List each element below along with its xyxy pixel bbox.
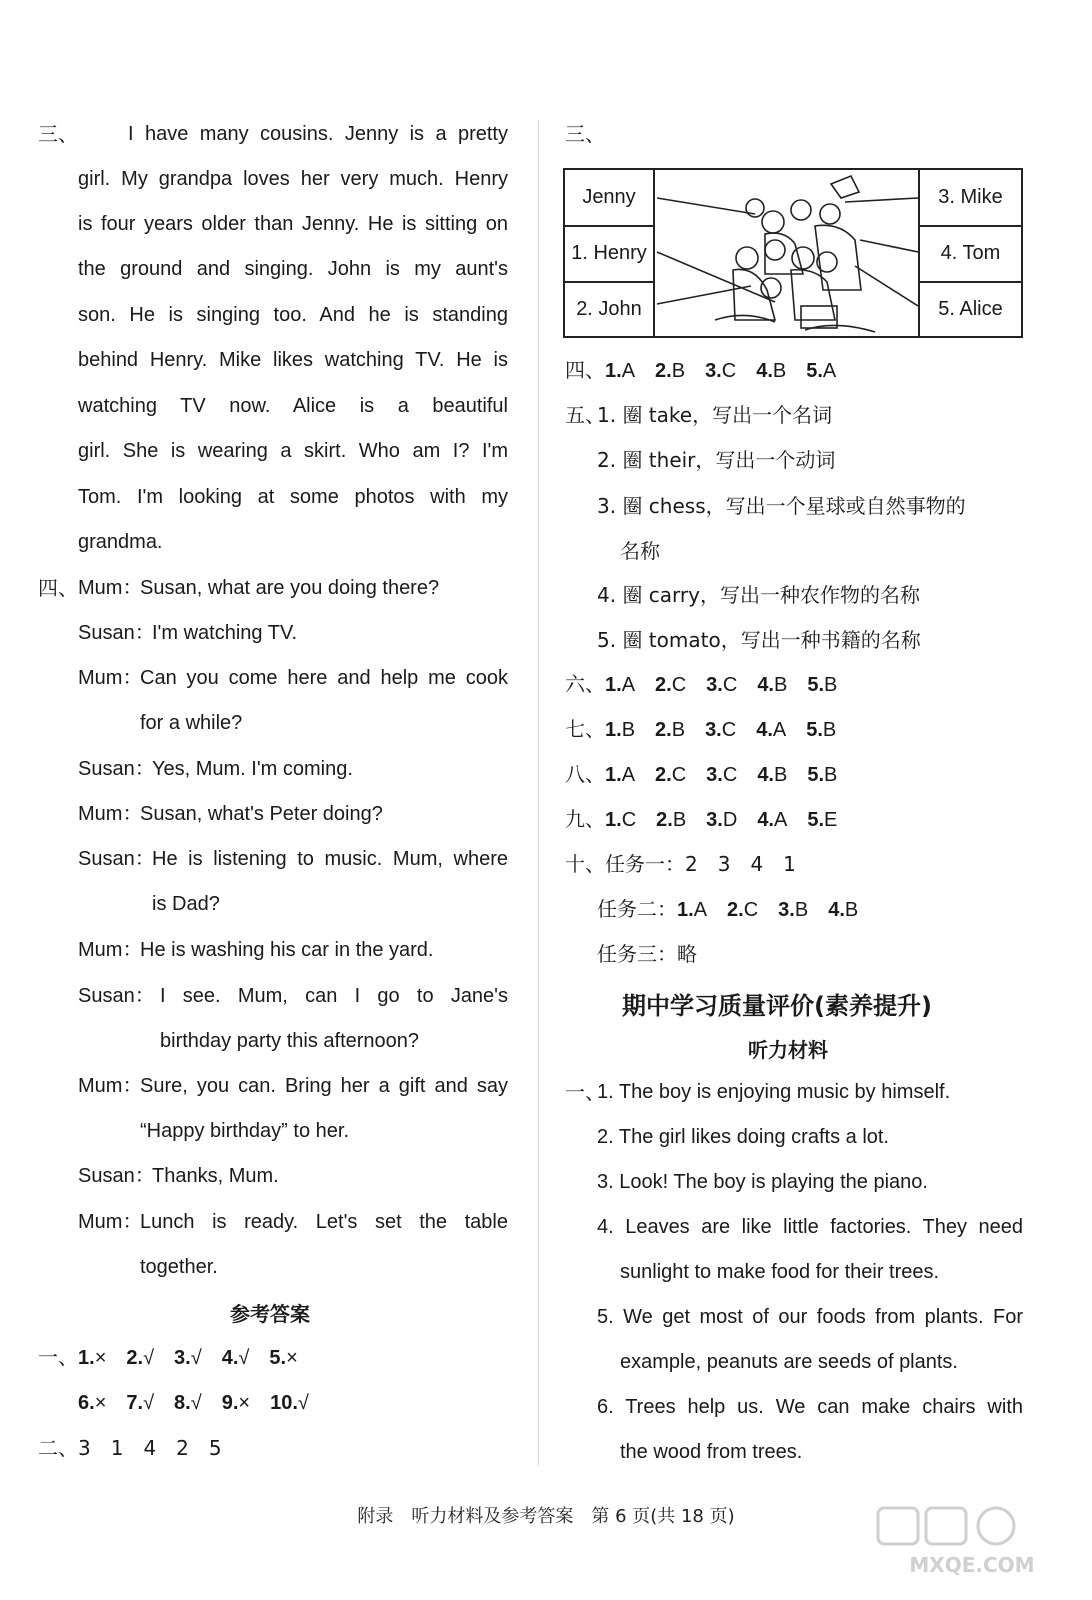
answer-num: 4. (757, 764, 774, 786)
dialogue-line: Can you come here and help me cook (140, 667, 508, 689)
answer-letter: B (824, 764, 838, 786)
answer-num: 1. (605, 674, 622, 696)
section-label: 四、 (565, 358, 605, 382)
answer-letter: B (774, 674, 788, 696)
answer-mark: √ (190, 1392, 202, 1414)
task-label: 任务二： (597, 897, 677, 921)
dialogue-speaker: Mum： (78, 577, 143, 599)
section-5-item: 1. 圈 take，写出一个名词 (597, 403, 833, 427)
person-head (746, 199, 764, 217)
dialogue-line: Thanks, Mum. (152, 1165, 279, 1187)
answer-num: 4. (757, 674, 774, 696)
dialogue-speaker: Mum： (78, 1211, 143, 1233)
answer-num: 2. (656, 809, 673, 831)
dialogue-line: Lunch is ready. Let's set the table (140, 1211, 508, 1233)
answer-letter: C (621, 809, 637, 831)
answer-mark: × (238, 1392, 251, 1414)
answer-letter: E (824, 809, 838, 831)
answer-num: 9. (221, 1392, 239, 1414)
person-body (815, 225, 861, 290)
passage-line: is four years older than Jenny. He is sitting on (78, 213, 508, 235)
match-line (860, 240, 918, 252)
passage-line: son. He is singing too. And he is standing (78, 304, 508, 326)
answer-num: 4. (756, 360, 773, 382)
answer-letter: C (722, 674, 738, 696)
answer-mark: √ (143, 1392, 155, 1414)
answer-num: 3. (705, 360, 722, 382)
answer-num: 1. (78, 1347, 95, 1369)
person-head (765, 240, 785, 260)
watermark-logo (872, 1502, 1072, 1582)
listening-line: sunlight to make food for their trees. (620, 1261, 940, 1283)
answer-num: 2. (655, 719, 672, 741)
section-5-item: 5. 圈 tomato，写出一种书籍的名称 (597, 628, 921, 652)
dialogue-line: I see. Mum, can I go to Jane's (160, 985, 508, 1007)
section-5-label: 五、 (565, 403, 605, 427)
answer-letter: C (722, 764, 738, 786)
match-name-right: 3. Mike (938, 186, 1003, 208)
match-line (657, 286, 751, 304)
section-10-task1 (565, 850, 796, 878)
answer-mark: √ (297, 1392, 309, 1414)
answer-letter: C (721, 719, 737, 741)
dialogue-speaker: Mum： (78, 667, 143, 689)
answer-letter: A (621, 764, 636, 786)
answer-letter: B (774, 764, 788, 786)
listening-section-label: 一、 (565, 1080, 605, 1104)
section-10-task2 (597, 895, 858, 924)
answer-mark: √ (143, 1347, 155, 1369)
answer-num: 8. (174, 1392, 191, 1414)
dialogue-speaker: Mum： (78, 1075, 143, 1097)
section-4-label: 四、 (38, 576, 78, 600)
answer-section-label: 一、 (38, 1345, 78, 1369)
person-head (736, 247, 758, 269)
answer-letter: B (794, 899, 809, 921)
answer-mark: × (94, 1392, 107, 1414)
answer-letter: C (671, 764, 687, 786)
person-head (820, 204, 840, 224)
answer-letter: B (671, 360, 686, 382)
person-head (792, 247, 814, 269)
dialogue-line: together. (140, 1256, 218, 1278)
answers-title: 参考答案 (230, 1302, 310, 1326)
matching-table (563, 168, 1023, 338)
dialogue-speaker: Susan： (78, 758, 155, 780)
listening-line: 6. Trees help us. We can make chairs with (597, 1396, 1023, 1418)
dialogue-line: birthday party this afternoon? (160, 1030, 420, 1052)
passage-line: the ground and singing. John is my aunt's (78, 258, 508, 280)
section-10-task3: 任务三：略 (597, 942, 697, 966)
person-head (791, 200, 811, 220)
section-3-label: 三、 (565, 122, 605, 146)
dialogue-line: Yes, Mum. I'm coming. (152, 758, 353, 780)
match-line (657, 198, 755, 214)
answer-num: 5. (807, 674, 825, 696)
answer-num: 5. (806, 719, 823, 741)
answer-num: 3. (706, 674, 723, 696)
answer-letter: A (772, 719, 787, 741)
answer-num: 2. (727, 899, 744, 921)
answer-num: 1. (605, 809, 622, 831)
dialogue-speaker: Susan： (78, 1165, 155, 1187)
answer-num: 5. (269, 1347, 287, 1369)
match-name-right: 5. Alice (938, 297, 1003, 320)
answer-num: 6. (78, 1392, 95, 1414)
task-1-answer: 任务一：2 3 4 1 (605, 852, 796, 876)
answer-section-2: 二、3 1 4 2 5 (38, 1436, 222, 1460)
answer-letter: C (671, 674, 687, 696)
dialogue-speaker: Susan： (78, 985, 155, 1007)
answer-letter: D (722, 809, 738, 831)
dialogue-line: is Dad? (152, 893, 220, 915)
answer-letter: B (671, 719, 686, 741)
answer-letter: A (822, 360, 837, 382)
section-5-item: 3. 圈 chess，写出一个星球或自然事物的 (597, 494, 966, 518)
answer-num: 3. (705, 719, 722, 741)
answer-letter: C (721, 360, 737, 382)
section-label: 六、 (565, 672, 605, 696)
answer-num: 3. (706, 764, 723, 786)
passage-line: Tom. I'm looking at some photos with my (78, 486, 508, 508)
answer-letter: B (672, 809, 687, 831)
listening-line: 3. Look! The boy is playing the piano. (597, 1171, 928, 1193)
match-line (855, 266, 918, 306)
answer-num: 2. (655, 360, 672, 382)
dialogue-speaker: Susan： (78, 622, 155, 644)
passage-line: girl. She is wearing a skirt. Who am I? I'm (78, 440, 508, 462)
match-line (845, 198, 918, 202)
answer-num: 2. (126, 1347, 144, 1369)
dialogue-line: “Happy birthday” to her. (140, 1120, 349, 1142)
person-body (791, 270, 835, 320)
answer-letter: B (822, 719, 837, 741)
listening-line: 4. Leaves are like little factories. They need (597, 1216, 1023, 1238)
answer-letter: B (824, 674, 838, 696)
listening-line: 1. The boy is enjoying music by himself. (597, 1081, 951, 1103)
family-illustration (655, 170, 918, 336)
answer-num: 4. (756, 719, 773, 741)
midterm-title: 期中学习质量评价(素养提升) (622, 992, 932, 1020)
section-3-label: 三、 (38, 122, 78, 146)
column-divider (538, 120, 539, 1465)
answer-num: 2. (655, 674, 672, 696)
person-body (733, 269, 775, 320)
answer-num: 5. (807, 764, 825, 786)
listening-line: 5. We get most of our foods from plants. For (597, 1306, 1023, 1328)
passage-line: girl. My grandpa loves her very much. Henry (78, 168, 508, 190)
listening-line: the wood from trees. (620, 1441, 803, 1463)
answer-mark: × (286, 1347, 298, 1369)
section-5-item: 名称 (620, 539, 660, 563)
match-name-left: 2. John (576, 297, 642, 320)
section-6-answers (565, 670, 837, 699)
listening-line: example, peanuts are seeds of plants. (620, 1351, 958, 1373)
answer-row-2 (78, 1389, 309, 1417)
match-name-left: Jenny (582, 186, 636, 208)
answer-letter: B (772, 360, 787, 382)
answer-num: 1. (605, 719, 622, 741)
match-name-left: 1. Henry (571, 242, 647, 264)
answer-num: 3. (174, 1347, 191, 1369)
listening-line: 2. The girl likes doing crafts a lot. (597, 1126, 889, 1148)
svg-text:MXQE.COM: MXQE.COM (909, 1553, 1035, 1577)
answer-mark: √ (190, 1347, 202, 1369)
page-footer: 附录 听力材料及参考答案 第 6 页(共 18 页) (357, 1506, 735, 1527)
passage-line: I have many cousins. Jenny is a pretty (128, 123, 508, 145)
answer-letter: A (621, 674, 636, 696)
section-9-answers (565, 805, 837, 834)
dialogue-line: Sure, you can. Bring her a gift and say (140, 1075, 508, 1097)
answer-letter: A (621, 360, 636, 382)
answer-mark: √ (238, 1347, 250, 1369)
answer-num: 1. (605, 360, 622, 382)
dialogue-line: Susan, what's Peter doing? (140, 803, 383, 825)
listening-title: 听力材料 (748, 1038, 828, 1062)
answer-num: 3. (706, 809, 723, 831)
dialogue-line: He is listening to music. Mum, where (152, 848, 508, 870)
answer-letter: B (844, 899, 859, 921)
section-label: 九、 (565, 807, 605, 831)
dialogue-speaker: Mum： (78, 939, 143, 961)
dialogue-line: I'm watching TV. (152, 622, 297, 644)
dialogue-speaker: Mum： (78, 803, 143, 825)
dialogue-line: for a while? (140, 712, 243, 734)
answer-row-1 (38, 1343, 298, 1372)
match-name-right: 4. Tom (940, 242, 1001, 264)
answer-num: 1. (605, 764, 622, 786)
passage-line: watching TV now. Alice is a beautiful (78, 395, 508, 417)
section-5-item: 4. 圈 carry，写出一种农作物的名称 (597, 583, 920, 607)
photo-frame (831, 176, 859, 198)
answer-num: 2. (655, 764, 672, 786)
answer-num: 4. (221, 1347, 239, 1369)
section-label: 十、 (565, 852, 605, 876)
answer-letter: A (774, 809, 788, 831)
passage-line: grandma. (78, 531, 163, 553)
section-label: 七、 (565, 717, 605, 741)
answer-num: 10. (270, 1392, 298, 1414)
answer-num: 3. (778, 899, 795, 921)
answer-num: 7. (126, 1392, 144, 1414)
section-label: 八、 (565, 762, 605, 786)
person-head (761, 278, 781, 298)
answer-letter: A (693, 899, 708, 921)
section-7-answers (565, 715, 836, 744)
section-8-answers (565, 760, 837, 789)
dialogue-line: Susan, what are you doing there? (140, 577, 440, 599)
dialogue-speaker: Susan： (78, 848, 155, 870)
passage-line: behind Henry. Mike likes watching TV. He is (78, 349, 508, 371)
dialogue-line: He is washing his car in the yard. (140, 939, 434, 961)
section-5-item: 2. 圈 their，写出一个动词 (597, 448, 836, 472)
answer-num: 5. (807, 809, 825, 831)
answer-num: 4. (828, 899, 845, 921)
section-4-answers (565, 356, 836, 385)
answer-num: 4. (757, 809, 774, 831)
answer-letter: C (743, 899, 759, 921)
answer-mark: × (94, 1347, 107, 1369)
answer-letter: B (621, 719, 636, 741)
person-head (762, 211, 784, 233)
answer-num: 5. (806, 360, 823, 382)
answer-num: 1. (677, 899, 694, 921)
